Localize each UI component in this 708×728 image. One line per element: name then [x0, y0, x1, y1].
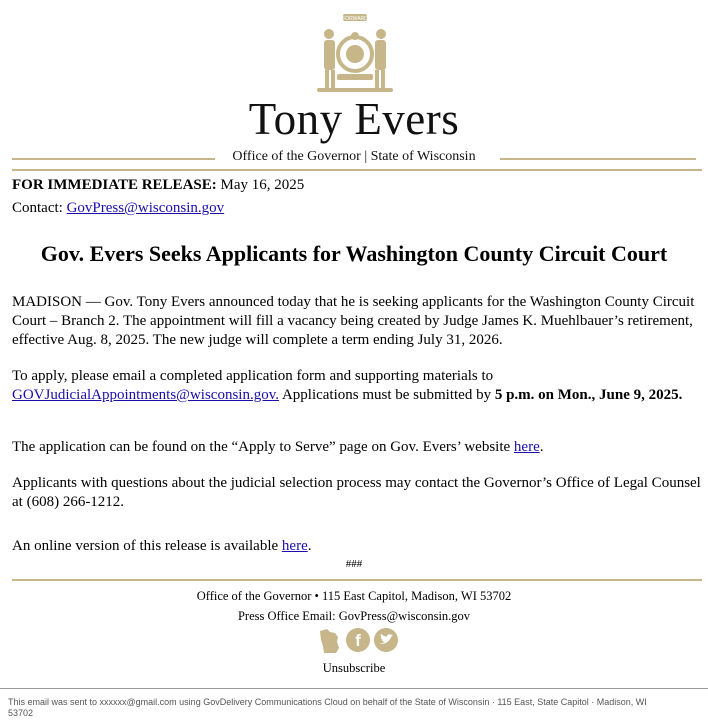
headline: Gov. Evers Seeks Applicants for Washington County Circuit Court — [40, 241, 668, 266]
body-paragraph-apply — [12, 367, 702, 405]
email-header — [0, 0, 708, 175]
wisconsin-state-icon[interactable] — [318, 628, 342, 654]
wisconsin-seal-icon — [313, 12, 397, 96]
twitter-icon[interactable] — [374, 628, 398, 652]
header-divider-right — [500, 158, 696, 160]
body-paragraph-online: An online version of this release is available here. — [12, 538, 312, 554]
online-version-link[interactable]: here — [281, 538, 308, 554]
release-date: May 16, 2025 — [220, 177, 305, 193]
release-line — [12, 175, 304, 195]
body-paragraph-announcement: MADISON — Gov. Tony Evers announced today that he is seeking applicants for the Washington County Circuit Court – Branch 2. The appointment will fill a vacancy being created by Judge James K. Muehlbauer’s retirement, effective Aug. 8, 2025. The new judge will complete a term ending July 31, 2026. — [12, 294, 695, 348]
contact-label: Contact: — [12, 200, 63, 216]
contact-line — [12, 198, 224, 218]
online-version-text: An online version of this release is available — [12, 538, 279, 554]
judicial-appointments-email-link[interactable]: GOVJudicialAppointments@wisconsin.gov. — [12, 387, 279, 403]
footer-rule — [12, 579, 702, 581]
body-paragraph-questions: Applicants with questions about the judicial selection process may contact the Governor’s Office of Legal Counsel at (608) 266-1212. — [12, 475, 701, 510]
footer-address: Office of the Governor • 115 East Capitol, Madison, WI 53702 — [196, 589, 512, 603]
facebook-icon[interactable]: f — [346, 628, 370, 652]
body-paragraph-application: The application can be found on the “Apply to Serve” page on Gov. Evers’ website here. — [12, 439, 544, 455]
delivery-disclaimer: This email was sent to xxxxxx@gmail.com using GovDelivery Communications Cloud on behalf of the State of Wisconsin · 115 East, State Capitol · Madison, WI 53702 — [8, 697, 647, 718]
brand-name: Tony Evers — [248, 94, 460, 144]
deadline-value: 5 p.m. on Mon., June 9, 2025. — [494, 387, 683, 403]
unsubscribe-link[interactable]: Unsubscribe — [322, 661, 386, 675]
apply-to-serve-link[interactable]: here — [513, 439, 540, 455]
header-rule — [12, 169, 702, 171]
end-separator: ### — [345, 558, 363, 570]
deadline-text: Applications must be submitted by — [281, 387, 492, 403]
release-label: FOR IMMEDIATE RELEASE: — [12, 177, 217, 193]
contact-email-link[interactable]: GovPress@wisconsin.gov — [66, 200, 225, 216]
application-text: The application can be found on the “Apply to Serve” page on Gov. Evers’ website — [12, 439, 511, 455]
social-links — [318, 628, 398, 654]
bottom-divider — [0, 688, 708, 689]
footer-press-email: Press Office Email: GovPress@wisconsin.gov — [237, 609, 471, 623]
seal-motto: FORWARD — [342, 16, 368, 22]
brand-subtitle: Office of the Governor | State of Wisconsin — [232, 149, 476, 164]
apply-text: To apply, please email a completed application form and supporting materials to — [12, 368, 494, 384]
